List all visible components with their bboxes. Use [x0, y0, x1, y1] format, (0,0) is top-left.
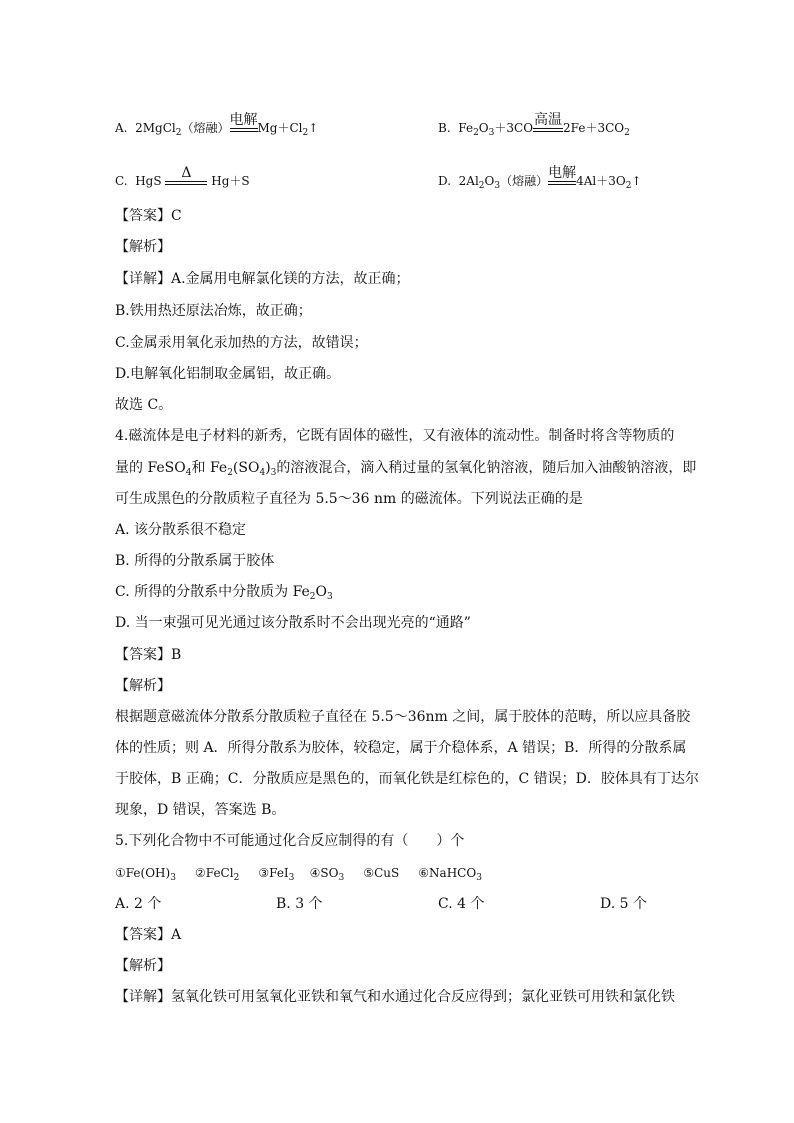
q3-detail: 【详解】A.金属用电解氯化镁的方法，故正确；: [115, 271, 410, 287]
subscript: 3: [476, 873, 482, 883]
subscript: 2: [302, 128, 309, 138]
option-letter: C.: [115, 174, 128, 188]
q3-detail-c: C.金属汞用氧化汞加热的方法，故错误；: [115, 335, 368, 351]
q4-analysis-tag: 【解析】: [115, 678, 171, 694]
subscript: 2: [624, 128, 630, 138]
subscript: 3: [494, 181, 501, 191]
formula: 2Fe＋3CO: [563, 121, 625, 135]
q5-analysis-tag: 【解析】: [115, 958, 171, 974]
text: ): [265, 460, 271, 476]
q5-detail: 【详解】氢氧化铁可用氢氧化亚铁和氧气和水通过化合反应得到；氯化亚铁可用铁和氯化铁: [115, 989, 675, 1005]
subscript: 3: [327, 592, 333, 602]
condition-label: 电解: [229, 112, 258, 128]
q3-answer: 【答案】C: [115, 208, 182, 224]
item: ④SO: [309, 866, 339, 880]
text: C. 所得的分散系中分散质为 Fe: [115, 584, 310, 600]
q4-answer: 【答案】B: [115, 647, 182, 663]
q5-stem: 5.下列化合物中不可能通过化合反应制得的有（ ）个: [115, 833, 465, 849]
condition-label: 高温: [534, 112, 563, 128]
q4-analysis-line2: 体的性质；则 A．所得分散系为胶体，较稳定，属于介稳体系，A 错误；B．所得的分散系属: [115, 740, 687, 756]
text: O: [315, 584, 328, 600]
double-line: [165, 181, 207, 185]
q3-detail-d: D.电解氧化铝制取金属铝，故正确。: [115, 366, 341, 382]
reaction-condition: [230, 112, 258, 132]
q5-items: [115, 864, 482, 882]
q5-answer: 【答案】A: [115, 927, 182, 943]
reaction-condition: [533, 112, 563, 132]
q3-detail-b: B.铁用热还原法冶炼，故正确；: [115, 303, 312, 319]
item: ②FeCl: [195, 866, 234, 880]
q4-option-b: B. 所得的分散系属于胶体: [115, 553, 275, 569]
q5-option-d: D. 5 个: [600, 896, 647, 912]
subscript: 2: [309, 592, 316, 602]
item: ⑤CuS: [363, 866, 400, 880]
q4-option-d: D. 当一束强可见光通过该分散系时不会出现光亮的“通路”: [115, 615, 471, 631]
q5-option-c: C. 4 个: [438, 896, 485, 912]
item: ①Fe(OH): [115, 866, 171, 880]
q5-option-a: A. 2 个: [115, 896, 162, 912]
subscript: 2: [625, 181, 632, 191]
text: 的溶液混合，滴入稍过量的氢氧化钠溶液，随后加入油酸钠溶液，即: [276, 460, 697, 476]
condition-text: （熔融）: [500, 174, 549, 188]
item: ③FeI: [258, 866, 289, 880]
formula: ＋3CO: [494, 121, 534, 135]
condition-label: 电解: [548, 165, 577, 181]
q4-analysis-line1: 根据题意磁流体分散系分散质粒子直径在 5.5～36nm 之间，属于胶体的范畴，所以应具备胶: [115, 709, 691, 725]
q4-stem-line2: [115, 459, 696, 477]
subscript: 4: [259, 468, 266, 478]
q3-option-b: [438, 112, 630, 140]
subscript: 3: [288, 873, 295, 883]
subscript: 4: [185, 468, 192, 478]
formula: 2Al: [458, 174, 479, 188]
up-arrow: ↑: [308, 121, 319, 135]
reaction-condition: [165, 165, 207, 185]
option-letter: D.: [438, 174, 452, 188]
q4-analysis-line4: 现象，D 错误，答案选 B。: [115, 802, 286, 818]
q3-choose: 故选 C。: [115, 397, 173, 413]
up-arrow: ↑: [631, 174, 642, 188]
formula: HgS: [135, 174, 162, 188]
q3-analysis-tag: 【解析】: [115, 239, 171, 255]
formula: Mg＋Cl: [257, 121, 303, 135]
double-line: [548, 181, 576, 185]
subscript: 2: [478, 181, 485, 191]
q3-option-a: [115, 112, 319, 140]
q3-option-c: [115, 165, 250, 193]
formula: Fe: [458, 121, 474, 135]
q4-option-c: [115, 583, 333, 601]
q4-option-a: A. 该分散系很不稳定: [115, 522, 247, 538]
q4-stem-line3: 可生成黑色的分散质粒子直径为 5.5～36 nm 的磁流体。下列说法正确的是: [115, 491, 583, 507]
double-line: [230, 128, 258, 132]
q3-option-d: [438, 165, 642, 193]
text: 和 Fe: [191, 460, 228, 476]
formula: O: [478, 121, 489, 135]
condition-text: （熔融）: [181, 121, 230, 135]
q4-stem-line1: 4.磁流体是电子材料的新秀，它既有固体的磁性，又有液体的流动性。制备时将含等物质的: [115, 428, 675, 444]
formula: Hg＋S: [211, 174, 250, 188]
subscript: 3: [338, 873, 345, 883]
subscript: 3: [170, 873, 176, 883]
subscript: 2: [227, 468, 233, 478]
subscript: 2: [233, 873, 240, 883]
formula: 4Al＋3O: [576, 174, 626, 188]
formula: 2MgCl: [135, 121, 176, 135]
double-line: [533, 128, 563, 132]
option-letter: B.: [438, 121, 451, 135]
text: 量的 FeSO: [115, 460, 186, 476]
reaction-condition: [548, 165, 576, 185]
text: (SO: [232, 460, 260, 476]
option-letter: A.: [115, 121, 128, 135]
q4-analysis-line3: 于胶体，B 正确；C．分散质应是黑色的，而氧化铁是红棕色的，C 错误；D．胶体具有丁达尔: [115, 771, 699, 787]
formula: O: [484, 174, 495, 188]
subscript: 2: [175, 128, 182, 138]
q5-option-b: B. 3 个: [276, 896, 323, 912]
subscript: 3: [270, 468, 277, 478]
subscript: 2: [473, 128, 479, 138]
item: ⑥NaHCO: [418, 866, 477, 880]
delta-symbol: Δ: [181, 165, 192, 181]
subscript: 3: [488, 128, 495, 138]
